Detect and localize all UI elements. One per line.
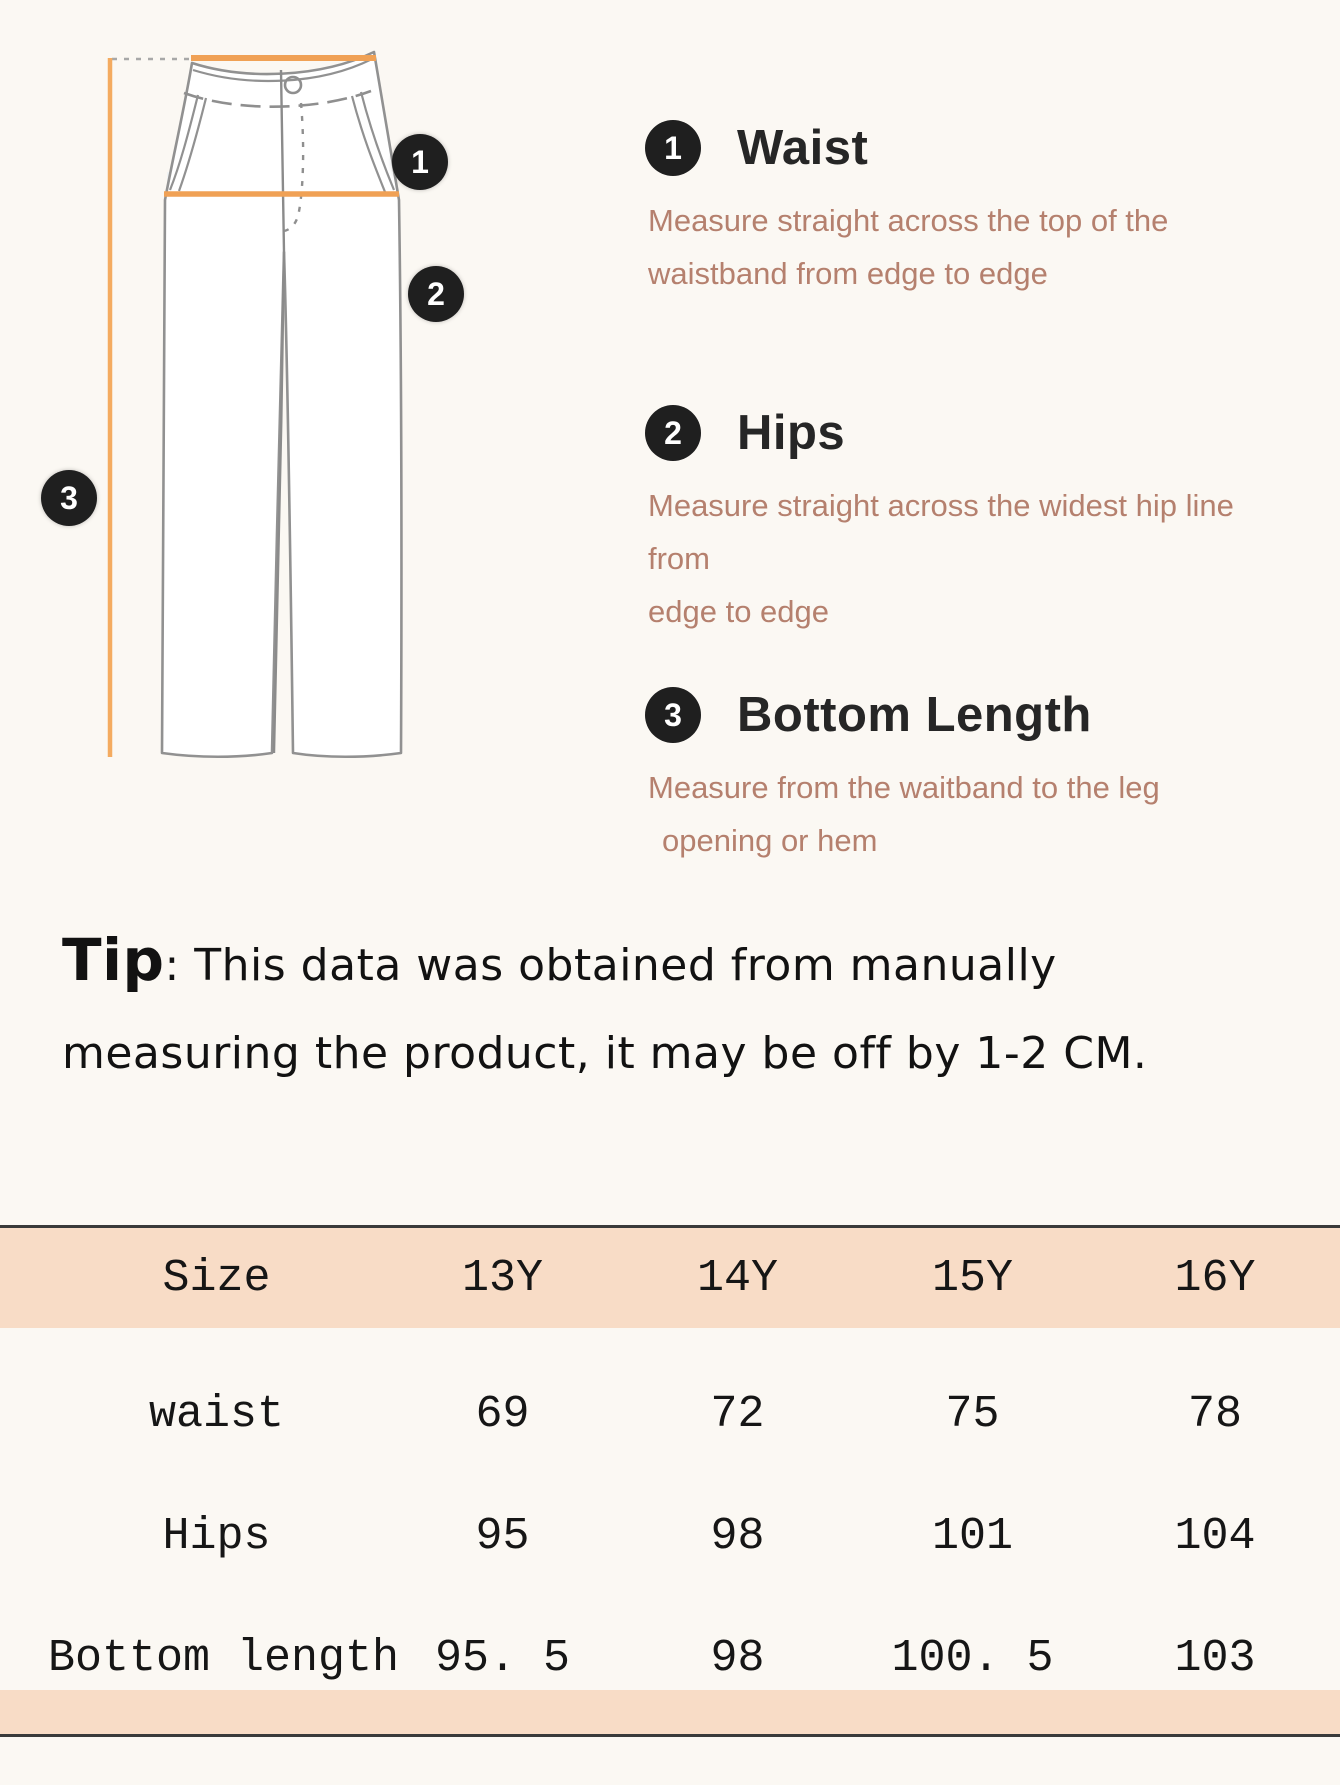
row-waist-value-15y: 75 — [945, 1388, 1000, 1440]
pants-diagram — [0, 0, 470, 780]
row-hips-label: Hips — [162, 1510, 271, 1562]
section-hips-title: Hips — [737, 406, 846, 460]
diagram-marker-1: 1 — [392, 134, 448, 190]
size-table — [0, 1225, 1340, 1740]
section-bottom-length-header — [645, 687, 1285, 743]
diagram-marker-3: 3 — [41, 470, 97, 526]
table-row-waist — [0, 1353, 1340, 1475]
row-bottom-length-value-14y: 98 — [710, 1632, 765, 1684]
table-header-15y: 15Y — [931, 1252, 1013, 1304]
row-hips-value-13y: 95 — [475, 1510, 530, 1562]
section-hips — [645, 405, 1285, 638]
section-waist-desc-line1: Measure straight across the top of the — [648, 203, 1169, 238]
section-bottom-length-desc-line2: opening or hem — [662, 823, 878, 858]
row-bottom-length-value-16y: 103 — [1174, 1632, 1256, 1684]
row-waist-value-14y: 72 — [710, 1388, 765, 1440]
section-waist-header — [645, 120, 1285, 176]
section-bottom-length-desc — [648, 761, 1285, 867]
diagram-marker-2: 2 — [408, 266, 464, 322]
section-hips-desc-line2: edge to edge — [648, 594, 830, 629]
row-bottom-length-label: Bottom length — [48, 1632, 400, 1684]
row-hips-value-15y: 101 — [931, 1510, 1013, 1562]
row-hips-value-14y: 98 — [710, 1510, 765, 1562]
tip-note — [62, 926, 1147, 1079]
row-waist-value-16y: 78 — [1187, 1388, 1242, 1440]
section-bottom-length-desc-line1: Measure from the waitband to the leg — [648, 770, 1160, 805]
section-hips-desc-line1: Measure straight across the widest hip line from — [648, 488, 1234, 576]
row-bottom-length-value-13y: 95. 5 — [434, 1632, 571, 1684]
section-hips-desc — [648, 479, 1285, 638]
section-waist — [645, 120, 1285, 300]
table-header-size: Size — [162, 1252, 271, 1304]
tip-line1 — [62, 926, 1147, 994]
badge-2-icon: 2 — [645, 405, 701, 461]
tip-line2: measuring the product, it may be off by 1-2 CM. — [62, 1028, 1148, 1079]
table-row-hips — [0, 1475, 1340, 1597]
tip-text1: : This data was obtained from manually — [164, 940, 1057, 991]
table-header-16y: 16Y — [1174, 1252, 1256, 1304]
table-header-row — [0, 1228, 1340, 1328]
row-hips-value-16y: 104 — [1174, 1510, 1256, 1562]
table-header-14y: 14Y — [696, 1252, 778, 1304]
tip-label: Tip — [62, 926, 165, 994]
section-hips-header — [645, 405, 1285, 461]
section-waist-title: Waist — [737, 121, 869, 175]
table-bottom-border — [0, 1734, 1340, 1737]
section-bottom-length-title: Bottom Length — [737, 688, 1092, 742]
row-waist-label: waist — [148, 1388, 285, 1440]
table-footer-band — [0, 1690, 1340, 1734]
badge-1-icon: 1 — [645, 120, 701, 176]
table-header-13y: 13Y — [461, 1252, 543, 1304]
badge-3-icon: 3 — [645, 687, 701, 743]
section-waist-desc-line2: waistband from edge to edge — [648, 256, 1048, 291]
row-waist-value-13y: 69 — [475, 1388, 530, 1440]
row-bottom-length-value-15y: 100. 5 — [891, 1632, 1054, 1684]
section-bottom-length — [645, 687, 1285, 867]
section-waist-desc — [648, 194, 1285, 300]
